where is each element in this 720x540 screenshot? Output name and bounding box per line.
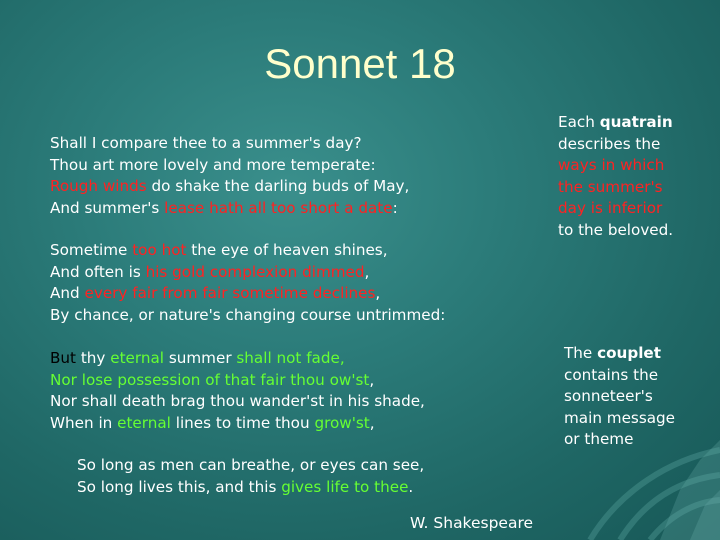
text-segment: Each [558, 113, 600, 131]
text-segment: do shake the darling buds of May, [146, 177, 410, 196]
note-quatrain-line-2 [558, 134, 673, 156]
note-quatrain-line-3 [558, 155, 673, 177]
quatrain3-line-1 [50, 348, 425, 370]
quatrain1-line-4 [50, 198, 409, 220]
quatrain1-line-3 [50, 176, 409, 198]
text-segment: And [50, 284, 85, 303]
quatrain1-line-2 [50, 155, 409, 177]
text-segment: gives life to thee [281, 477, 409, 496]
text-segment: eternal [117, 413, 171, 432]
text-segment: Nor lose possession of that fair thou ow'st [50, 370, 370, 389]
text-segment: , [369, 413, 375, 432]
text-segment: So long lives this, and this [77, 477, 282, 496]
text-segment: main message [564, 408, 676, 427]
text-segment: every fair from fair sometime declines [84, 284, 376, 303]
text-segment: : [392, 198, 398, 217]
text-segment: Rough winds [50, 177, 147, 196]
text-segment: When in [50, 413, 118, 432]
slide-title: Sonnet 18 [264, 40, 456, 87]
text-segment: or theme [564, 430, 634, 449]
text-segment: , [369, 370, 375, 389]
text-segment: the eye of heaven shines, [186, 241, 388, 259]
text-segment: Nor shall death brag thou wander'st in his shade, [50, 392, 425, 411]
text-segment: The [564, 344, 598, 362]
text-segment: thy [76, 349, 111, 367]
quatrain-2 [50, 240, 445, 326]
text-segment: Sometime [50, 241, 133, 259]
quatrain-note [558, 112, 673, 242]
text-segment: quatrain [599, 113, 673, 131]
note-quatrain-line-5 [558, 198, 673, 220]
quatrain2-line-3 [50, 283, 445, 305]
text-segment: his gold complexion dimmed [145, 262, 365, 281]
couplet-line-1 [77, 455, 424, 477]
author-signature: W. Shakespeare [410, 514, 534, 532]
quatrain3-line-2 [50, 370, 425, 392]
text-segment: lease hath all too short a date [164, 198, 393, 217]
text-segment: Thou art more lovely and more temperate: [50, 155, 376, 174]
text-segment: summer [164, 349, 237, 367]
text-segment: day is inferior [558, 199, 663, 218]
text-segment: describes the [558, 134, 661, 153]
couplet [77, 455, 424, 498]
note-couplet-line-4 [564, 408, 675, 430]
text-segment: grow'st [314, 413, 370, 432]
quatrain2-line-1 [50, 240, 445, 262]
text-segment: So long as men can breathe, or eyes can see, [77, 456, 425, 474]
text-segment: And summer's [50, 198, 165, 217]
text-segment: the summer's [558, 177, 663, 196]
text-segment: lines to time thou [170, 413, 315, 432]
text-segment: And often is [50, 262, 146, 281]
text-segment: But [50, 349, 76, 367]
text-segment: eternal [110, 349, 165, 367]
text-segment: shall not fade, [236, 349, 345, 367]
text-segment: By chance, or nature's changing course untrimmed: [50, 305, 446, 324]
quatrain-3 [50, 348, 425, 434]
text-segment: couplet [597, 344, 661, 362]
quatrain-1 [50, 133, 409, 219]
note-quatrain-line-4 [558, 177, 673, 199]
quatrain2-line-4 [50, 305, 445, 327]
text-segment: , [364, 262, 370, 281]
quatrain1-line-1 [50, 133, 409, 155]
quatrain3-line-4 [50, 413, 425, 435]
text-segment: Shall I compare thee to a summer's day? [50, 134, 362, 152]
text-segment: contains the [564, 365, 659, 384]
text-segment: , [375, 284, 381, 303]
text-segment: . [408, 477, 414, 496]
note-couplet-line-3 [564, 386, 675, 408]
couplet-line-2 [77, 477, 424, 499]
text-segment: to the beloved. [558, 220, 674, 239]
note-quatrain-line-6 [558, 220, 673, 242]
note-couplet-line-2 [564, 365, 675, 387]
text-segment: too hot [132, 241, 187, 259]
quatrain3-line-3 [50, 391, 425, 413]
note-couplet-line-1 [564, 343, 675, 365]
text-segment: sonneteer's [564, 387, 653, 406]
note-couplet-line-5 [564, 429, 675, 451]
text-segment: ways in which [558, 156, 665, 175]
couplet-note [564, 343, 675, 451]
quatrain2-line-2 [50, 262, 445, 284]
note-quatrain-line-1 [558, 112, 673, 134]
